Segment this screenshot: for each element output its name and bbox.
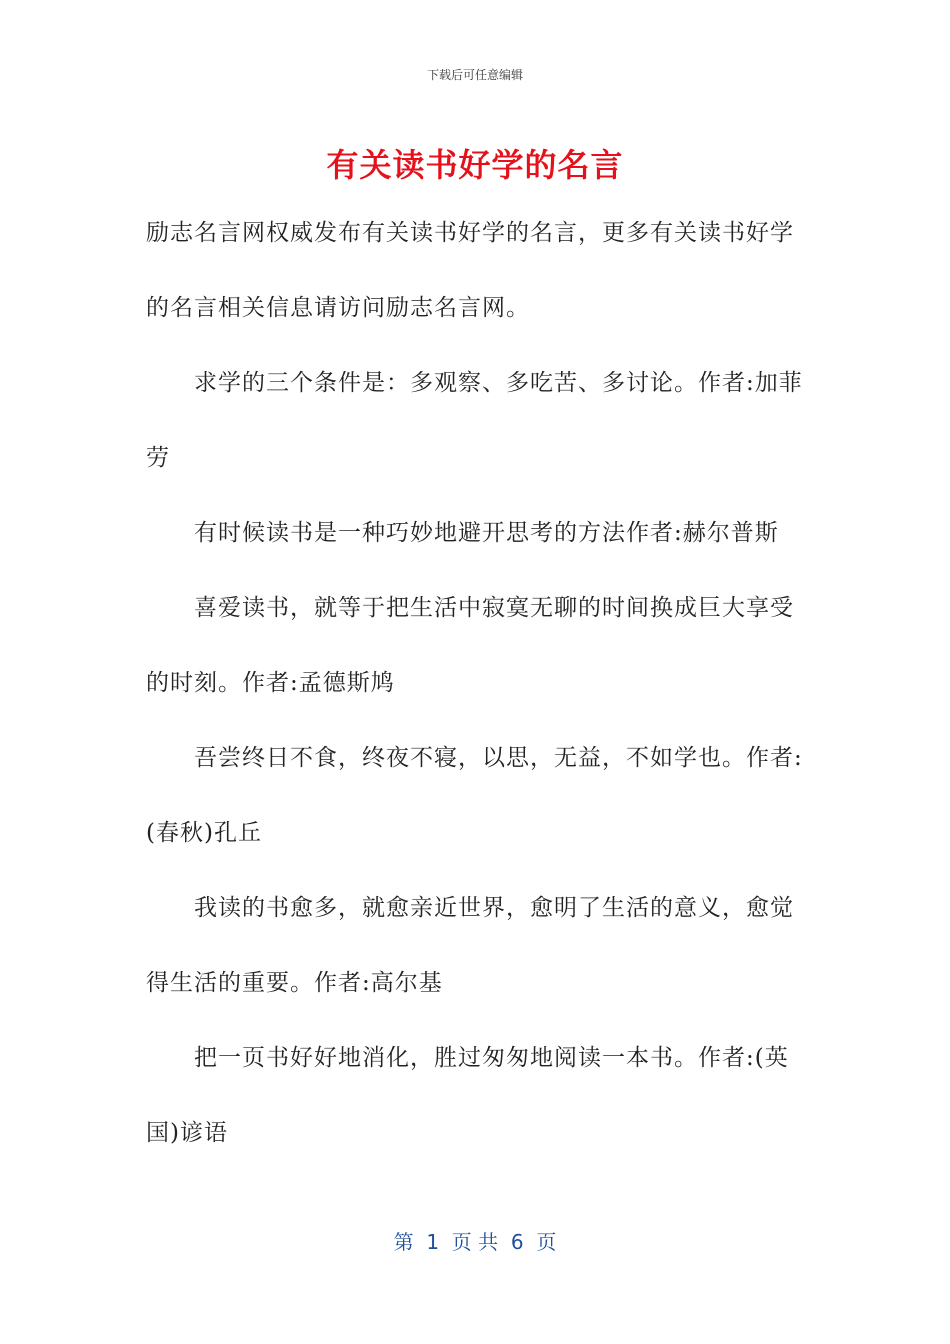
page-number-footer: 第 1 页 共 6 页 <box>393 1230 557 1254</box>
document-title: 有关读书好学的名言 <box>326 146 624 184</box>
quote-paragraph: 吾尝终日不食，终夜不寝，以思，无益，不如学也。作者:(春秋)孔丘 <box>146 745 803 846</box>
quote-paragraph: 有时候读书是一种巧妙地避开思考的方法作者:赫尔普斯 <box>194 520 779 546</box>
intro-paragraph: 励志名言网权威发布有关读书好学的名言，更多有关读书好学的名言相关信息请访问励志名言网。 <box>146 220 794 321</box>
quote-paragraph: 把一页书好好地消化，胜过匆匆地阅读一本书。作者:(英国)谚语 <box>146 1045 789 1146</box>
header-note: 下载后可任意编辑 <box>426 68 523 82</box>
quote-paragraph: 喜爱读书，就等于把生活中寂寞无聊的时间换成巨大享受的时刻。作者:孟德斯鸠 <box>146 595 794 696</box>
document-body <box>146 196 806 1171</box>
quote-paragraph: 求学的三个条件是：多观察、多吃苦、多讨论。作者:加菲劳 <box>146 370 803 471</box>
quote-paragraph: 我读的书愈多，就愈亲近世界，愈明了生活的意义，愈觉得生活的重要。作者:高尔基 <box>146 895 794 996</box>
